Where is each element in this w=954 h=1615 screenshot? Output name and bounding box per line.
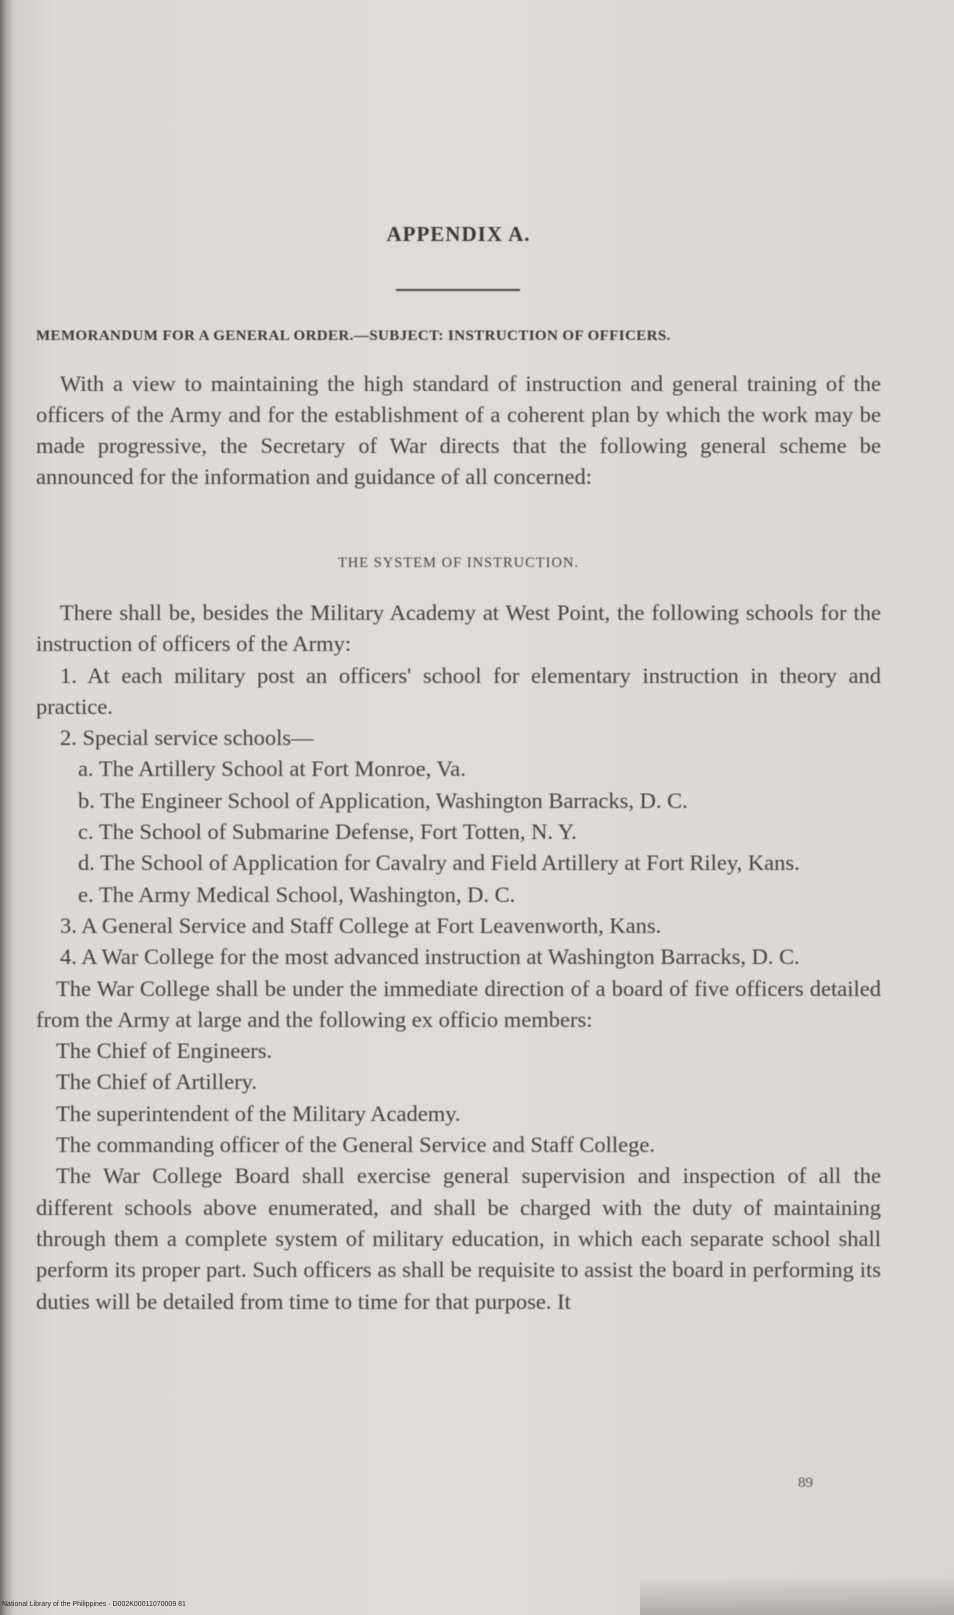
page-edge-shadow (640, 1575, 954, 1615)
book-spine-shadow (0, 0, 14, 1615)
memo-title: MEMORANDUM FOR A GENERAL ORDER.—SUBJECT: INSTRUCTION OF OFFICERS. (36, 328, 671, 344)
list-item-1: 1. At each military post an officers' school for elementary instruction in theory and practice. (36, 662, 881, 719)
appendix-heading: APPENDIX A. (386, 222, 531, 246)
intro-paragraph: With a view to maintaining the high standard of instruction and general training of the officers of the Army and for the establishment of a coherent plan by which the work may be made progressive, the Secretary of War directs that the following general scheme be announced for the information and guidance of all concerned: (36, 371, 881, 489)
list-item-3: 3. A General Service and Staff College at Fort Leavenworth, Kans. (60, 912, 662, 938)
list-item-2e: e. The Army Medical School, Washington, D. C. (78, 881, 516, 907)
list-item-2b: b. The Engineer School of Application, Washington Barracks, D. C. (78, 787, 688, 813)
heading-rule (396, 289, 520, 291)
member-4: The commanding officer of the General Service and Staff College. (56, 1132, 655, 1158)
section-heading: THE SYSTEM OF INSTRUCTION. (337, 555, 580, 571)
member-2: The Chief of Artillery. (56, 1069, 257, 1095)
page-number: 89 (798, 1475, 813, 1491)
footer-credit: National Library of the Philippines · D002K00011070009 81 (2, 1601, 186, 1608)
board-paragraph: The War College Board shall exercise general supervision and inspection of all the different schools above enumerated, and shall be charged with the duty of maintaining through them a complete system of military education, in which each separate school shall perform its proper part. Such officers as shall be requisite to assist the board in performing its duties will be detailed from time to time for that purpose. It (36, 1163, 881, 1314)
list-item-2a: a. The Artillery School at Fort Monroe, Va. (78, 756, 466, 782)
member-3: The superintendent of the Military Academy. (56, 1100, 461, 1126)
member-1: The Chief of Engineers. (56, 1038, 273, 1064)
schools-list (36, 597, 881, 1317)
intro-section (36, 368, 881, 492)
schools-intro: There shall be, besides the Military Academy at West Point, the following schools for the instruction of officers of the Army: (36, 600, 881, 657)
list-item-2d: d. The School of Application for Cavalry and Field Artillery at Fort Riley, Kans. (78, 850, 800, 876)
list-item-4: 4. A War College for the most advanced instruction at Washington Barracks, D. C. (60, 944, 800, 970)
list-item-2: 2. Special service schools— (60, 725, 314, 751)
list-item-2c: c. The School of Submarine Defense, Fort Totten, N. Y. (78, 819, 577, 845)
war-college-paragraph: The War College shall be under the immediate direction of a board of five officers detailed from the Army at large and the following ex officio members: (36, 975, 881, 1032)
